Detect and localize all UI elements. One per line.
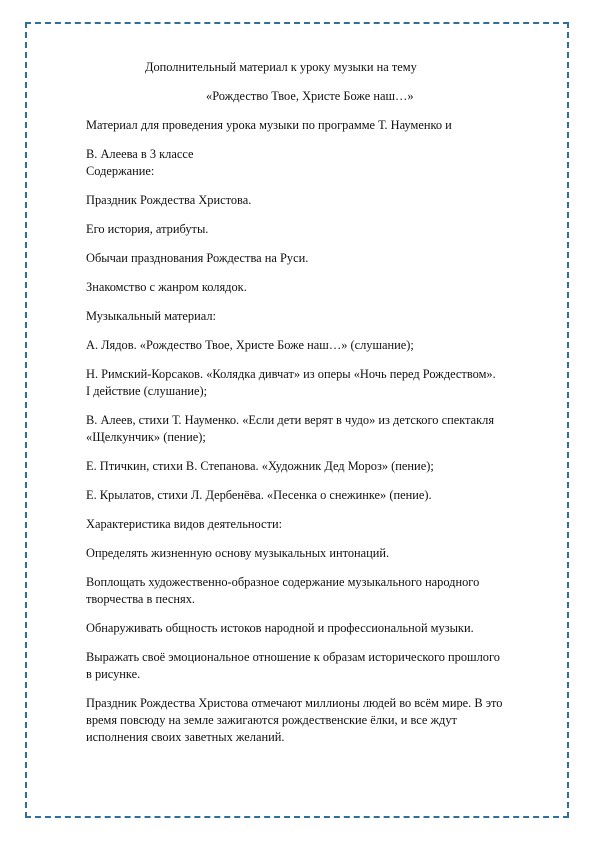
activity-item [86,649,556,683]
closing-paragraph [86,695,556,746]
closing-line: Праздник Рождества Христова отмечают миллионы людей во всём мире. В это [86,696,503,710]
music-item-line: Н. Римский-Корсаков. «Колядка дивчат» из оперы «Ночь перед Рождеством». [86,367,496,381]
music-item-line: В. Алеев, стихи Т. Науменко. «Если дети верят в чудо» из детского спектакля [86,413,495,427]
activity-item-line: Выражать своё эмоциональное отношение к образам исторического прошлого [86,650,500,664]
music-item [86,337,556,354]
activity-item-line: Определять жизненную основу музыкальных интонаций. [86,546,390,560]
music-item [86,458,556,475]
intro-line-2: В. Алеева в 3 классе [86,147,194,161]
music-item-line: А. Лядов. «Рождество Твое, Христе Боже наш…» (слушание); [86,338,414,352]
topic-item: Его история, атрибуты. [86,222,209,236]
closing-line: исполнения своих заветных желаний. [86,730,285,744]
music-item [86,487,556,504]
title-line-1: Дополнительный материал к уроку музыки на тему [145,60,417,74]
music-label: Музыкальный материал: [86,309,216,323]
activity-item-line: в рисунке. [86,667,141,681]
contents-label: Содержание: [86,164,155,178]
activity-item-line: творчества в песнях. [86,592,196,606]
closing-line: время повсюду на земле зажигаются рождественские ёлки, и все ждут [86,713,457,727]
document-body [86,59,556,746]
music-item [86,366,556,400]
activity-item-line: Воплощать художественно-образное содержание музыкального народного [86,575,480,589]
music-item-line: Е. Птичкин, стихи В. Степанова. «Художник Дед Мороз» (пение); [86,459,434,473]
topic-item: Обычаи празднования Рождества на Руси. [86,251,309,265]
title-line-2: «Рождество Твое, Христе Боже наш…» [206,89,414,103]
topic-item: Знакомство с жанром колядок. [86,280,247,294]
activity-item-line: Обнаруживать общность истоков народной и профессиональной музыки. [86,621,474,635]
music-item-line: Е. Крылатов, стихи Л. Дербенёва. «Песенка о снежинке» (пение). [86,488,432,502]
activity-item [86,620,556,637]
intro-line-1: Материал для проведения урока музыки по программе Т. Науменко и [86,118,452,132]
activity-item [86,574,556,608]
music-item [86,412,556,446]
activity-item [86,545,556,562]
music-item-line: «Щелкунчик» (пение); [86,430,206,444]
topic-item: Праздник Рождества Христова. [86,193,252,207]
music-item-line: I действие (слушание); [86,384,208,398]
activities-label: Характеристика видов деятельности: [86,517,283,531]
